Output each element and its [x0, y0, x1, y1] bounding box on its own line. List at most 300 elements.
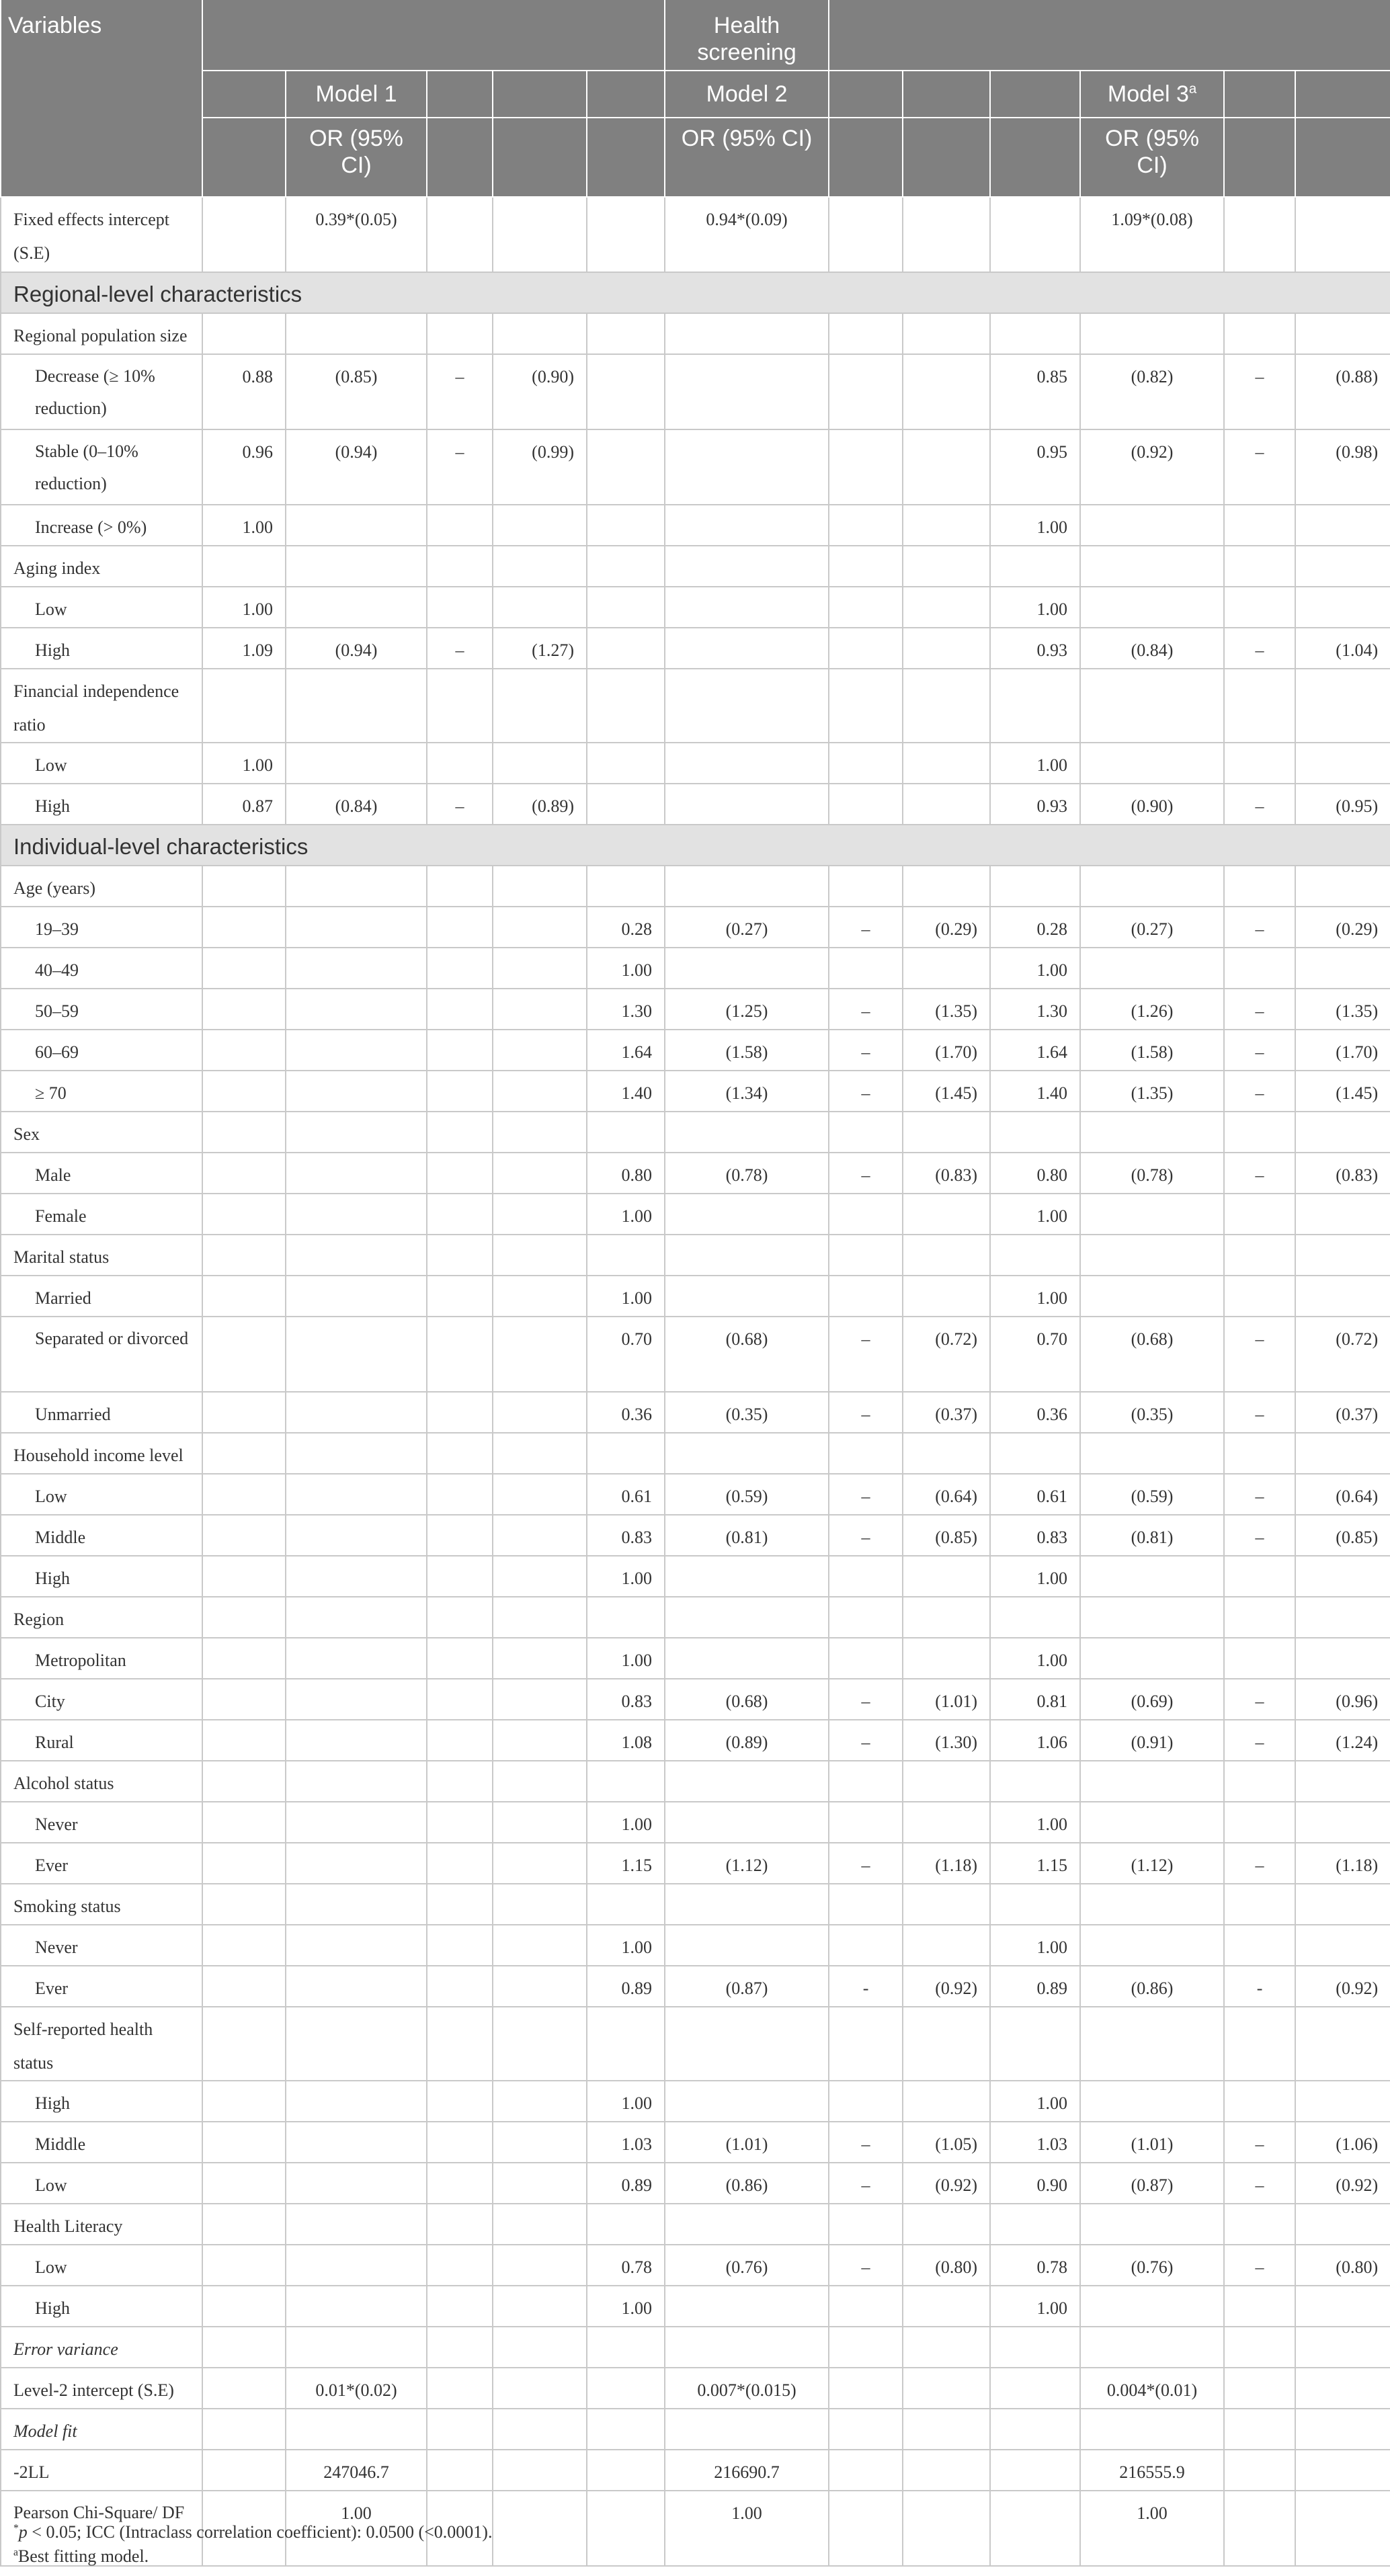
empty-cell [990, 2450, 1080, 2491]
empty-cell [202, 2122, 286, 2163]
cell-value: 1.00 [990, 743, 1080, 784]
cell-value: – [1224, 2163, 1295, 2204]
cell-value: (0.64) [903, 1474, 990, 1515]
empty-cell [427, 1071, 493, 1112]
cell-value: – [427, 354, 493, 429]
group-row [1, 1112, 1390, 1153]
cell-value: – [1224, 1474, 1295, 1515]
table-row [1, 1194, 1390, 1235]
empty-cell [493, 1235, 587, 1276]
table-row [1, 2450, 1390, 2491]
cell-value: (1.18) [1295, 1843, 1390, 1884]
cell-value: (0.27) [1080, 907, 1224, 948]
cell-value: 1.03 [990, 2122, 1080, 2163]
empty-cell [1080, 1433, 1224, 1474]
empty-cell [1080, 1925, 1224, 1966]
cell-value: (0.68) [665, 1317, 829, 1392]
empty-cell [1080, 1597, 1224, 1638]
row-label: Stable (0–10% reduction) [1, 429, 202, 505]
empty-cell [427, 1761, 493, 1802]
cell-value: (1.12) [1080, 1843, 1224, 1884]
cell-value: 1.03 [587, 2122, 665, 2163]
cell-value: 0.89 [990, 1966, 1080, 2007]
cell-value: 1.00 [587, 2081, 665, 2122]
empty-cell [665, 628, 829, 669]
cell-value: (0.92) [903, 2163, 990, 2204]
empty-cell [829, 1802, 903, 1843]
empty-cell [1295, 2081, 1390, 2122]
empty-cell [1080, 1556, 1224, 1597]
empty-cell [202, 1843, 286, 1884]
footnote-best-model: $^a$Best fitting model. [13, 2546, 149, 2566]
empty-cell [587, 505, 665, 546]
table-row [1, 1153, 1390, 1194]
cell-value: 0.007*(0.015) [665, 2368, 829, 2409]
empty-cell [665, 1433, 829, 1474]
empty-cell [1224, 2081, 1295, 2122]
empty-cell [903, 2327, 990, 2368]
empty-cell [202, 1761, 286, 1802]
row-label: High [1, 628, 202, 669]
empty-cell [1224, 2204, 1295, 2245]
empty-cell [286, 1276, 427, 1317]
empty-cell [1295, 2491, 1390, 2566]
empty-cell [903, 1638, 990, 1679]
cell-value: (0.81) [665, 1515, 829, 1556]
cell-value: 1.00 [286, 2491, 427, 2566]
group-label: Age (years) [1, 866, 202, 907]
cell-value: (0.87) [1080, 2163, 1224, 2204]
table-row [1, 197, 1390, 272]
empty-cell [202, 2450, 286, 2491]
cell-value: (1.01) [1080, 2122, 1224, 2163]
table-row [1, 1843, 1390, 1884]
empty-cell [665, 429, 829, 505]
table-row [1, 743, 1390, 784]
cell-value: 0.70 [990, 1317, 1080, 1392]
row-label: Metropolitan [1, 1638, 202, 1679]
cell-value: – [829, 1392, 903, 1433]
table-body [1, 197, 1390, 2566]
cell-value: 1.00 [587, 2286, 665, 2327]
empty-cell [202, 2204, 286, 2245]
cell-value: (0.80) [903, 2245, 990, 2286]
empty-cell [286, 1392, 427, 1433]
table-row [1, 2245, 1390, 2286]
cell-value: (0.99) [493, 429, 587, 505]
empty-cell [665, 2081, 829, 2122]
empty-cell [286, 1030, 427, 1071]
group-row [1, 1884, 1390, 1925]
empty-cell [1224, 2409, 1295, 2450]
empty-cell [493, 1638, 587, 1679]
empty-cell [829, 2081, 903, 2122]
empty-cell [1080, 948, 1224, 989]
row-label: Level-2 intercept (S.E) [1, 2368, 202, 2409]
health-screening-header: Health screening [665, 0, 829, 71]
empty-cell [427, 2327, 493, 2368]
empty-cell [286, 1597, 427, 1638]
cell-value: 0.89 [587, 2163, 665, 2204]
row-label: 19–39 [1, 907, 202, 948]
cell-value: 1.00 [990, 1638, 1080, 1679]
empty-cell [829, 1276, 903, 1317]
empty-cell [903, 2081, 990, 2122]
empty-cell [202, 948, 286, 989]
cell-value: – [829, 907, 903, 948]
cell-value: (1.34) [665, 1071, 829, 1112]
empty-cell [286, 1802, 427, 1843]
empty-cell [829, 948, 903, 989]
empty-cell [427, 587, 493, 628]
empty-cell [427, 2409, 493, 2450]
row-label: City [1, 1679, 202, 1720]
empty-cell [286, 2327, 427, 2368]
empty-cell [1224, 505, 1295, 546]
empty-cell [286, 1925, 427, 1966]
empty-cell [587, 2450, 665, 2491]
group-label: Marital status [1, 1235, 202, 1276]
cell-value: (0.98) [1295, 429, 1390, 505]
model2-or-ci-header: OR (95% CI) [665, 118, 829, 197]
cell-value: (0.94) [286, 628, 427, 669]
cell-value: (0.83) [903, 1153, 990, 1194]
row-label: High [1, 2286, 202, 2327]
empty-cell [587, 1112, 665, 1153]
empty-cell [286, 313, 427, 354]
variables-header: Variables [1, 0, 202, 197]
empty-cell [829, 2368, 903, 2409]
empty-cell [202, 1720, 286, 1761]
empty-cell [1224, 2368, 1295, 2409]
empty-cell [493, 1925, 587, 1966]
footnotes [13, 2520, 492, 2569]
empty-cell [903, 866, 990, 907]
cell-value: (0.87) [665, 1966, 829, 2007]
cell-value: 0.28 [587, 907, 665, 948]
empty-cell [1224, 1556, 1295, 1597]
row-label: Middle [1, 2122, 202, 2163]
empty-cell [286, 743, 427, 784]
empty-cell [286, 1515, 427, 1556]
empty-cell [427, 313, 493, 354]
empty-cell [587, 2204, 665, 2245]
empty-cell [903, 1884, 990, 1925]
empty-cell [903, 1761, 990, 1802]
cell-value: (0.76) [665, 2245, 829, 2286]
cell-value: (1.58) [665, 1030, 829, 1071]
cell-value: – [1224, 354, 1295, 429]
empty-cell [427, 1843, 493, 1884]
cell-value: 0.88 [202, 354, 286, 429]
empty-cell [493, 2163, 587, 2204]
cell-value: – [1224, 1153, 1295, 1194]
empty-cell [829, 1235, 903, 1276]
row-label: Married [1, 1276, 202, 1317]
empty-cell [1080, 2081, 1224, 2122]
cell-value: (1.70) [903, 1030, 990, 1071]
cell-value: 0.89 [587, 1966, 665, 2007]
model2-header: Model 2 [665, 71, 829, 118]
empty-cell [1224, 1884, 1295, 1925]
table-row [1, 1638, 1390, 1679]
empty-cell [202, 1392, 286, 1433]
cell-value: (1.45) [1295, 1071, 1390, 1112]
empty-cell [493, 1276, 587, 1317]
empty-cell [903, 948, 990, 989]
empty-cell [665, 2409, 829, 2450]
table-row [1, 1474, 1390, 1515]
cell-value: (0.89) [493, 784, 587, 825]
empty-cell [286, 2007, 427, 2081]
empty-cell [202, 2081, 286, 2122]
empty-cell [202, 1679, 286, 1720]
empty-cell [286, 1474, 427, 1515]
table-row [1, 2122, 1390, 2163]
empty-cell [990, 1884, 1080, 1925]
empty-cell [1295, 1884, 1390, 1925]
cell-value: (0.84) [286, 784, 427, 825]
empty-cell [829, 1761, 903, 1802]
cell-value: – [829, 2122, 903, 2163]
empty-cell [587, 1597, 665, 1638]
empty-cell [286, 669, 427, 743]
empty-cell [829, 628, 903, 669]
empty-cell [1224, 1276, 1295, 1317]
cell-value: 1.00 [665, 2491, 829, 2566]
empty-cell [1295, 866, 1390, 907]
cell-value: – [829, 2163, 903, 2204]
cell-value: (0.27) [665, 907, 829, 948]
empty-cell [990, 1597, 1080, 1638]
empty-cell [1080, 2007, 1224, 2081]
empty-cell [587, 2327, 665, 2368]
cell-value: (0.90) [493, 354, 587, 429]
group-row [1, 2409, 1390, 2450]
empty-cell [829, 1597, 903, 1638]
empty-cell [427, 1153, 493, 1194]
cell-value: 0.28 [990, 907, 1080, 948]
empty-cell [202, 2163, 286, 2204]
cell-value: 1.00 [587, 1925, 665, 1966]
empty-cell [286, 1433, 427, 1474]
cell-value: 0.01*(0.02) [286, 2368, 427, 2409]
group-row [1, 2204, 1390, 2245]
section-title: Individual-level characteristics [1, 825, 1390, 866]
empty-cell [493, 546, 587, 587]
cell-value: (0.35) [665, 1392, 829, 1433]
group-row [1, 669, 1390, 743]
cell-value: (0.86) [1080, 1966, 1224, 2007]
cell-value: 1.00 [1080, 2491, 1224, 2566]
empty-cell [202, 1030, 286, 1071]
empty-cell [1080, 1802, 1224, 1843]
empty-cell [1295, 2204, 1390, 2245]
empty-cell [286, 2286, 427, 2327]
empty-cell [665, 743, 829, 784]
empty-cell [1080, 1276, 1224, 1317]
cell-value: 1.00 [587, 1276, 665, 1317]
empty-cell [427, 669, 493, 743]
group-label: Household income level [1, 1433, 202, 1474]
empty-cell [1080, 1884, 1224, 1925]
group-row [1, 1761, 1390, 1802]
footnote-significance: *p < 0.05; ICC (Intraclass correlation coefficient): 0.0500 (<0.0001). [13, 2522, 493, 2542]
cell-value: (0.86) [665, 2163, 829, 2204]
cell-value: (0.85) [286, 354, 427, 429]
empty-cell [427, 1433, 493, 1474]
empty-cell [665, 2327, 829, 2368]
empty-cell [587, 1235, 665, 1276]
cell-value: (1.35) [1080, 1071, 1224, 1112]
empty-cell [665, 1235, 829, 1276]
table-row [1, 1925, 1390, 1966]
empty-cell [990, 1235, 1080, 1276]
empty-cell [829, 2286, 903, 2327]
cell-value: – [829, 1030, 903, 1071]
empty-cell [1295, 313, 1390, 354]
cell-value: (0.68) [665, 1679, 829, 1720]
table-row [1, 2163, 1390, 2204]
empty-cell [1080, 743, 1224, 784]
empty-cell [829, 1925, 903, 1966]
cell-value: – [1224, 1843, 1295, 1884]
cell-value: 0.39*(0.05) [286, 197, 427, 272]
empty-cell [1224, 2007, 1295, 2081]
cell-value: 1.09*(0.08) [1080, 197, 1224, 272]
empty-cell [427, 743, 493, 784]
cell-value: (0.92) [1295, 1966, 1390, 2007]
empty-cell [1224, 866, 1295, 907]
empty-cell [493, 1761, 587, 1802]
table-row [1, 1030, 1390, 1071]
empty-cell [427, 1030, 493, 1071]
empty-cell [427, 2245, 493, 2286]
cell-value: (0.64) [1295, 1474, 1390, 1515]
empty-cell [1295, 2007, 1390, 2081]
cell-value: 1.00 [587, 1194, 665, 1235]
table-row [1, 429, 1390, 505]
empty-cell [427, 2122, 493, 2163]
model1-header: Model 1 [286, 71, 427, 118]
empty-cell [202, 1153, 286, 1194]
empty-cell [286, 1235, 427, 1276]
empty-cell [286, 866, 427, 907]
empty-cell [665, 587, 829, 628]
empty-cell [1295, 2368, 1390, 2409]
group-row [1, 546, 1390, 587]
empty-cell [493, 1679, 587, 1720]
empty-cell [427, 1925, 493, 1966]
empty-cell [587, 743, 665, 784]
empty-cell [990, 546, 1080, 587]
row-label: Middle [1, 1515, 202, 1556]
empty-cell [286, 2409, 427, 2450]
table-row [1, 1720, 1390, 1761]
empty-cell [903, 1276, 990, 1317]
cell-value: 0.70 [587, 1317, 665, 1392]
empty-cell [829, 2327, 903, 2368]
empty-cell [829, 743, 903, 784]
cell-value: – [1224, 628, 1295, 669]
empty-cell [286, 2245, 427, 2286]
row-label: Low [1, 587, 202, 628]
empty-cell [1295, 669, 1390, 743]
table-row [1, 989, 1390, 1030]
cell-value: – [1224, 2122, 1295, 2163]
row-label: 60–69 [1, 1030, 202, 1071]
empty-cell [493, 313, 587, 354]
empty-cell [202, 1597, 286, 1638]
cell-value: 1.30 [587, 989, 665, 1030]
empty-cell [1295, 1761, 1390, 1802]
empty-cell [1295, 2286, 1390, 2327]
empty-cell [1295, 1925, 1390, 1966]
cell-value: 0.94*(0.09) [665, 197, 829, 272]
empty-cell [202, 2327, 286, 2368]
empty-cell [493, 1802, 587, 1843]
cell-value: – [829, 1720, 903, 1761]
cell-value: 1.00 [202, 587, 286, 628]
row-label: Increase (> 0%) [1, 505, 202, 546]
cell-value: – [829, 2245, 903, 2286]
empty-cell [903, 2409, 990, 2450]
empty-cell [427, 2286, 493, 2327]
empty-cell [202, 1194, 286, 1235]
empty-cell [665, 669, 829, 743]
cell-value: 0.80 [587, 1153, 665, 1194]
model3-header: Model 3$^a$ [1080, 71, 1224, 118]
cell-value: (0.91) [1080, 1720, 1224, 1761]
model3-or-ci-header: OR (95% CI) [1080, 118, 1224, 197]
empty-cell [493, 2286, 587, 2327]
cell-value: 1.09 [202, 628, 286, 669]
cell-value: 1.15 [587, 1843, 665, 1884]
empty-cell [202, 1112, 286, 1153]
section-title: Regional-level characteristics [1, 272, 1390, 313]
empty-cell [493, 2450, 587, 2491]
cell-value: (0.82) [1080, 354, 1224, 429]
empty-cell [665, 2204, 829, 2245]
cell-value: 1.00 [990, 948, 1080, 989]
empty-cell [1295, 2409, 1390, 2450]
table-row [1, 948, 1390, 989]
empty-cell [829, 313, 903, 354]
empty-cell [286, 1679, 427, 1720]
empty-cell [829, 2007, 903, 2081]
empty-cell [665, 354, 829, 429]
cell-value: 0.83 [587, 1515, 665, 1556]
empty-cell [1224, 2327, 1295, 2368]
empty-cell [427, 2450, 493, 2491]
empty-cell [903, 546, 990, 587]
cell-value: (0.69) [1080, 1679, 1224, 1720]
row-label: Female [1, 1194, 202, 1235]
cell-value: 1.40 [990, 1071, 1080, 1112]
empty-cell [1080, 2204, 1224, 2245]
group-row [1, 1597, 1390, 1638]
row-label: Separated or divorced [1, 1317, 202, 1392]
empty-cell [493, 1966, 587, 2007]
empty-cell [990, 2409, 1080, 2450]
empty-cell [286, 1966, 427, 2007]
table-row [1, 1802, 1390, 1843]
cell-value: (0.29) [903, 907, 990, 948]
row-label: Male [1, 1153, 202, 1194]
empty-cell [829, 2450, 903, 2491]
empty-cell [427, 1235, 493, 1276]
empty-cell [202, 1966, 286, 2007]
